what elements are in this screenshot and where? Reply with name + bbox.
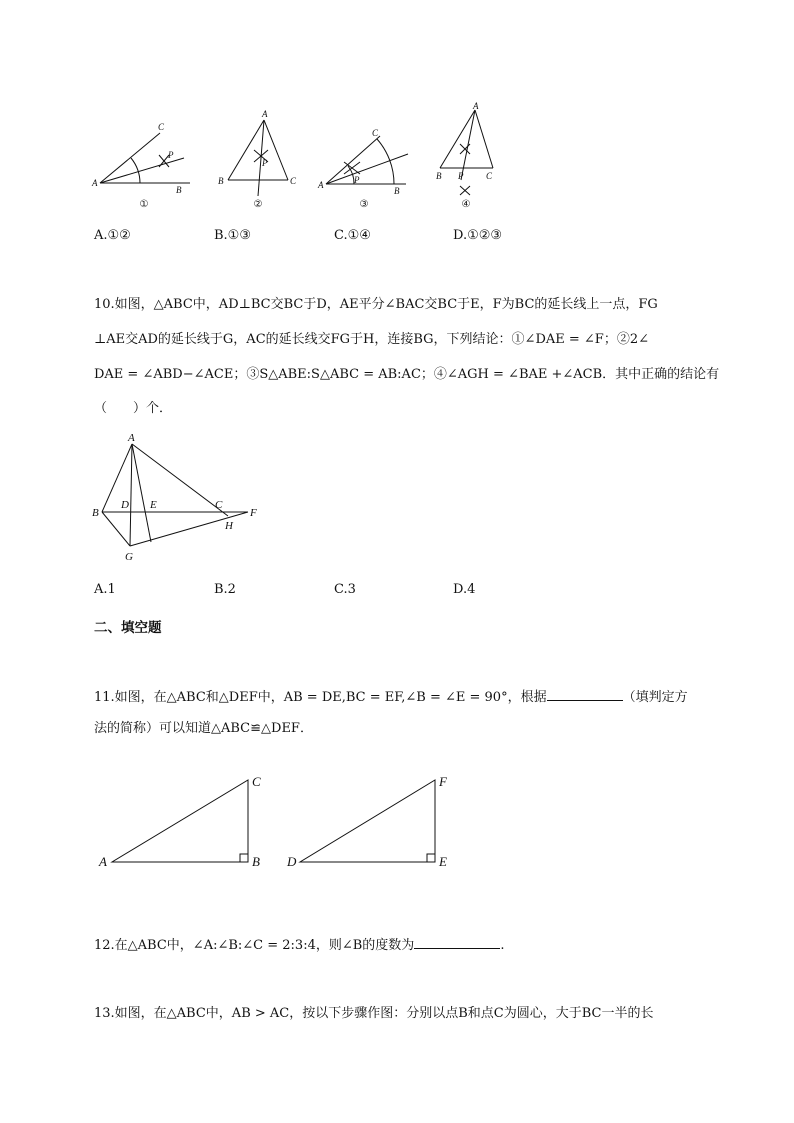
- q10-label-f: F: [250, 507, 257, 519]
- q10-option-d[interactable]: D.4: [453, 582, 476, 597]
- fig3-caption: ③: [359, 199, 369, 210]
- fig1-arc: [131, 158, 140, 183]
- q11-label-e: E: [439, 854, 447, 869]
- q9-option-a[interactable]: A.①②: [94, 228, 131, 243]
- fig2-label-b: B: [218, 176, 224, 186]
- q10-label-g: G: [125, 551, 133, 563]
- fig4-cross-top: [460, 144, 470, 154]
- q10-label-h: H: [225, 520, 233, 532]
- fig4-label-b: B: [436, 171, 442, 181]
- q12-answer-blank[interactable]: [414, 934, 500, 949]
- q10-label-a: A: [128, 432, 135, 444]
- fig4-label-c: C: [486, 171, 493, 181]
- fig1-label-b: B: [176, 185, 182, 195]
- q11-label-f: F: [439, 774, 447, 789]
- fig1-label-a: A: [92, 178, 98, 188]
- fig1-ray-ac: [100, 133, 160, 183]
- fig4-label-p: P: [458, 171, 464, 181]
- q10-label-e: E: [150, 499, 157, 511]
- q12-text-post: .: [500, 938, 505, 953]
- q11-text-pre: 11.如图，在△ABC和△DEF中，AB = DE,BC = EF,∠B = ∠E = 90°，根据: [94, 690, 547, 705]
- q10-figure: [88, 428, 268, 568]
- right-angle-b: [240, 854, 248, 862]
- q10-label-b: B: [92, 507, 99, 519]
- q11-label-d: D: [287, 854, 297, 869]
- q10-option-b[interactable]: B.2: [214, 582, 236, 597]
- fig4-line: [461, 110, 475, 180]
- q10-text-line2: ⊥AE交AD的延长线于G，AC的延长线交FG于H，连接BG，下列结论：①∠DAE = ∠F；②2∠: [94, 332, 649, 347]
- fig2-side-ab: [228, 120, 264, 180]
- right-angle-e: [427, 854, 435, 862]
- q9-option-c[interactable]: C.①④: [334, 228, 371, 243]
- fig3-label-b: B: [394, 186, 400, 196]
- q11-answer-blank[interactable]: [547, 686, 623, 701]
- section-title-fill-in: 二、填空题: [94, 620, 162, 636]
- q11-text-post: （填判定方: [622, 690, 688, 705]
- fig3-arc-large: [377, 139, 394, 184]
- q11-label-b: B: [252, 854, 260, 869]
- fig1-caption: ①: [139, 199, 149, 210]
- q12-text-pre: 12.在△ABC中，∠A:∠B:∠C = 2:3:4，则∠B的度数为: [94, 938, 415, 953]
- fig2-label-a: A: [262, 109, 268, 119]
- q9-option-b[interactable]: B.①③: [214, 228, 251, 243]
- q10-option-c[interactable]: C.3: [334, 582, 356, 597]
- q11-label-c: C: [252, 774, 261, 789]
- fig2-label-p: P: [262, 158, 268, 168]
- q10-option-a[interactable]: A.1: [94, 582, 116, 597]
- q10-text-line4: （ ）个．: [94, 401, 173, 416]
- fig3-label-a: A: [318, 180, 324, 190]
- fig4-side-ab: [440, 110, 475, 168]
- fig1-label-p: P: [168, 150, 174, 160]
- q11-text-line2: 法的简称）可以知道△ABC≌△DEF．: [94, 721, 313, 736]
- q10-label-c: C: [215, 499, 223, 511]
- fig3-label-c: C: [372, 128, 379, 138]
- fig3-bisector: [326, 154, 408, 184]
- fig1-label-c: C: [158, 122, 165, 132]
- fig4-caption: ④: [461, 199, 471, 210]
- triangle-abc: [112, 780, 248, 862]
- fig2-caption: ②: [253, 199, 263, 210]
- q9-option-d[interactable]: D.①②③: [453, 228, 503, 243]
- fig4-label-a: A: [473, 101, 479, 111]
- fig4-cross-bottom: [460, 186, 470, 195]
- triangle-def: [300, 780, 435, 862]
- q11-label-a: A: [99, 854, 107, 869]
- fig2-label-c: C: [290, 176, 297, 186]
- q10-text-line1: 10.如图，△ABC中，AD⊥BC交BC于D，AE平分∠BAC交BC于E，F为BC的延长线上一点，FG: [94, 297, 658, 312]
- q9-figures: [88, 100, 528, 215]
- q13-text-line1: 13.如图，在△ABC中，AB > AC，按以下步骤作图：分别以点B和点C为圆心，大于BC一半的长: [94, 1006, 654, 1021]
- q11-text-line1: [94, 686, 688, 707]
- q10-text-line3: DAE = ∠ABD−∠ACE；③S△ABE:S△ABC = AB:AC；④∠AGH = ∠BAE +∠ACB．其中正确的结论有: [94, 367, 720, 382]
- fig1-bisector: [100, 158, 184, 183]
- fig4-side-ac: [475, 110, 493, 168]
- q10-label-d: D: [121, 499, 129, 511]
- q11-figure: [94, 770, 464, 875]
- fig3-label-p: P: [354, 175, 360, 185]
- q12-text: [94, 934, 504, 955]
